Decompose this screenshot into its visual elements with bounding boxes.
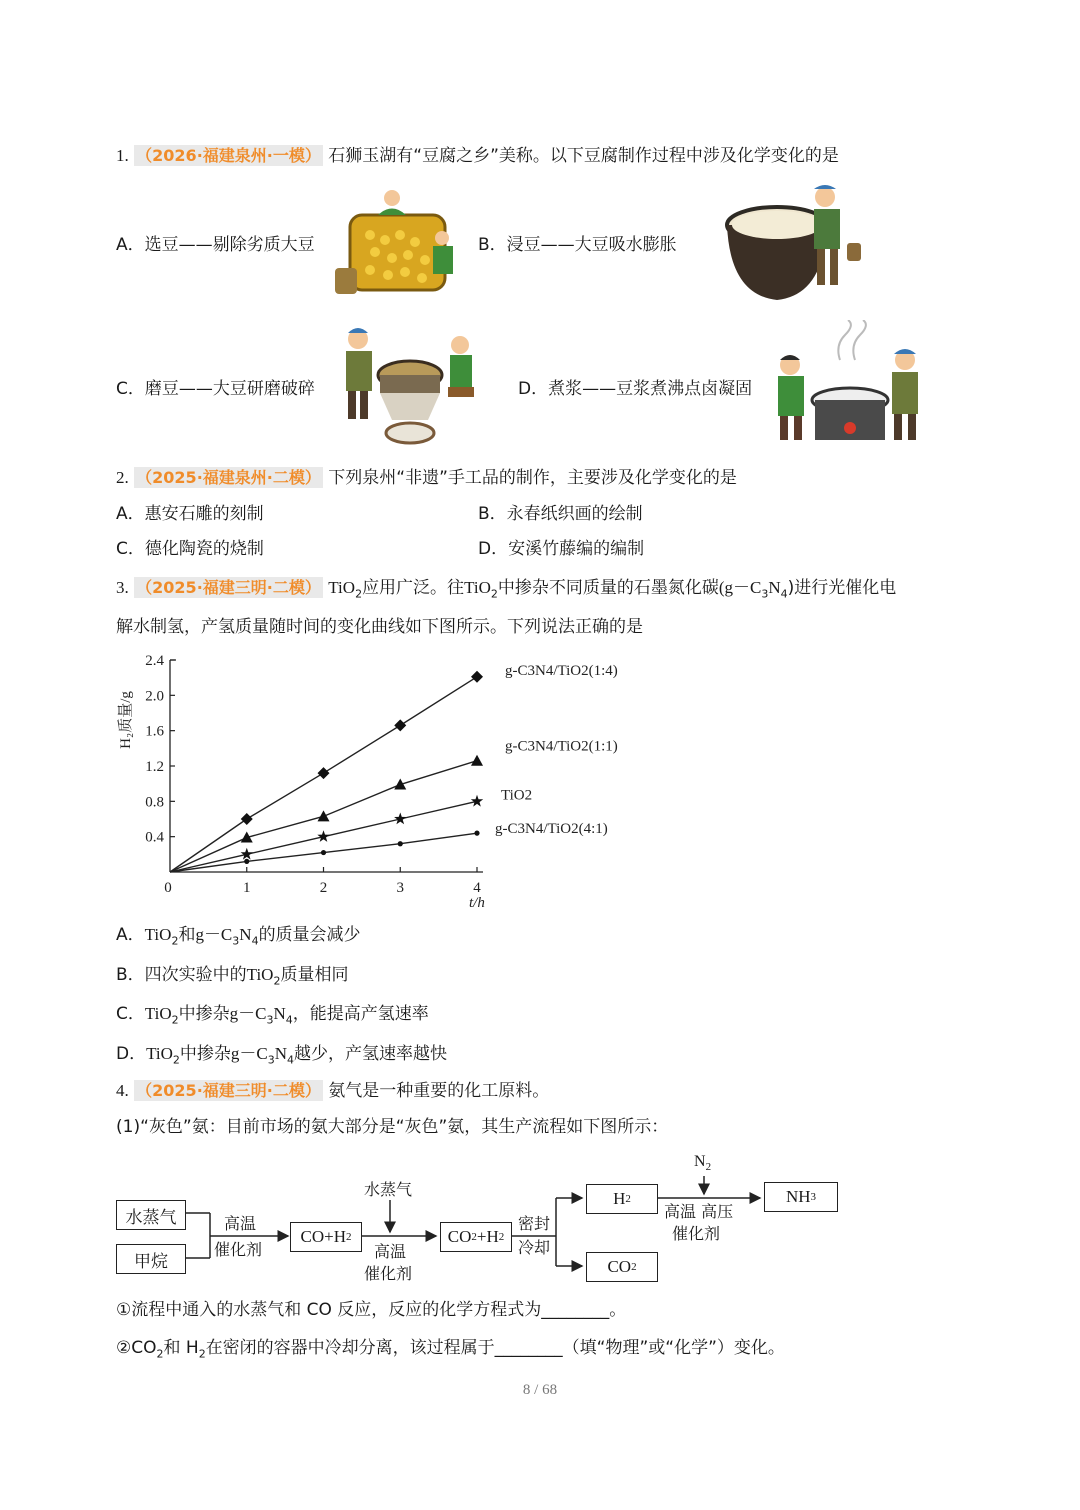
data-point-star [471,795,483,807]
formula: H [613,1189,626,1208]
subscript: 3 [267,1053,275,1067]
q2-option-b: B．永春纸织画的绘制 [478,504,643,524]
option-text: 中掺杂 [179,1044,231,1064]
y-tick-label: 0.8 [145,794,164,811]
q3-source-tag: （2025·福建三明·二模） [136,578,321,597]
cond3-catalyst: 催化剂 [672,1224,721,1243]
series-label: TiO2 [501,787,533,804]
data-point-diamond [241,813,253,825]
box-h2 [586,1184,658,1214]
series-label: g-C3N4/TiO2(1:4) [505,662,618,679]
data-point-triangle [394,779,406,790]
formula: g－C [195,925,233,944]
x-tick-label: 3 [396,880,404,896]
subscript: 2 [631,1261,637,1273]
q3-option-b [116,963,348,993]
option-text: 的质量会减少 [258,925,361,945]
cond2-high-temp: 高温 [374,1242,407,1261]
y-tick-label: 2.4 [145,653,164,669]
subscript: 2 [198,1347,206,1361]
ammonia-flow-diagram [110,1148,850,1288]
data-point-diamond [318,767,330,779]
formula: N [273,1004,286,1023]
formula: g－C [229,1004,267,1023]
formula: CO [447,1227,472,1246]
x-tick-label: 4 [473,880,481,896]
cond2-catalyst: 催化剂 [364,1264,413,1283]
q4-number: 4. [116,1081,129,1100]
box-water-vapor: 水蒸气 [116,1200,186,1230]
subscript: 2 [273,974,281,988]
q3-option-d [116,1042,447,1072]
q1-option-a: A．选豆——剔除劣质大豆 [116,235,315,255]
subscript: 2 [490,587,498,601]
option-prefix: C． [116,1004,145,1024]
q3-option-a [116,923,361,953]
subscript: 2 [498,1231,505,1243]
q1-stem-line [116,144,839,168]
subscript: 3 [266,1013,274,1027]
formula: NH [785,1187,811,1206]
q2-stem: 下列泉州“非遗”手工品的制作，主要涉及化学变化的是 [328,468,737,488]
illustration-soaking-beans [722,185,872,305]
subscript: 2 [345,1231,352,1243]
option-text: 质量相同 [280,965,349,985]
y-axis-label: H₂质量/g [118,691,134,749]
cond-cooling: 冷却 [518,1238,551,1257]
n2-input [694,1150,711,1179]
subscript: 3 [810,1191,817,1203]
q3-formula-tio2: TiO [328,578,356,597]
q3-stem-text: 中掺杂不同质量的石墨氮化碳 [497,578,719,598]
series-label: g-C3N4/TiO2(1:1) [505,738,618,755]
cond1-high-temp: 高温 [224,1214,257,1233]
subscript: 4 [287,1053,295,1067]
q2-option-c: C．德化陶瓷的烧制 [116,539,264,559]
formula: TiO [146,1044,173,1063]
y-tick-label: 1.6 [145,723,164,740]
formula: N [239,925,252,944]
series-label: g-C3N4/TiO2(4:1) [495,821,608,838]
q3-formula-gc3n4: N [768,578,781,597]
illustration-grinding-beans [340,325,485,450]
q3-stem-line-2: 解水制氢，产氢质量随时间的变化曲线如下图所示。下列说法正确的是 [116,617,643,637]
subscript: 2 [156,1347,164,1361]
option-prefix: D． [116,1044,147,1064]
subscript: 2 [705,1161,712,1174]
data-point-diamond [394,719,406,731]
flow-connectors [110,1148,850,1288]
x-tick-label: 0 [164,880,172,896]
cond1-catalyst: 催化剂 [214,1240,263,1259]
q4-blank2 [116,1336,785,1366]
formula: g－C [230,1044,268,1063]
x-axis-label: t/h [469,895,485,911]
blank2-text: ②CO [116,1338,157,1358]
q1-option-d: D．煮浆——豆浆煮沸点卤凝固 [518,379,753,399]
data-point-dot [244,859,249,864]
h2-mass-chart [110,648,650,918]
q3-number: 3. [116,578,129,597]
subscript: 2 [471,1231,477,1243]
cond3-temp-pressure: 高温 高压 [664,1202,734,1221]
y-tick-label: 1.2 [145,759,164,775]
q1-number: 1. [116,146,129,165]
subscript: 2 [355,587,363,601]
data-point-triangle [471,755,483,766]
box-co-h2 [290,1222,362,1252]
subscript: 4 [285,1013,293,1027]
data-point-star [317,830,329,842]
subscript: 3 [232,934,240,948]
blank2-text: 和 H [163,1338,199,1358]
subscript: 4 [780,587,788,601]
formula: +H [476,1227,499,1246]
page-number: 8 / 68 [522,1382,558,1398]
formula: CO [607,1257,632,1276]
q4-sub1: (1)“灰色”氨：目前市场的氨大部分是“灰色”氨，其生产流程如下图所示： [116,1117,669,1137]
subscript: 3 [761,587,769,601]
q2-source-tag: （2025·福建泉州·二模） [136,468,321,487]
subscript: 4 [251,934,259,948]
q4-stem: 氨气是一种重要的化工原料。 [328,1081,550,1101]
q4-source-tag: （2025·福建三明·二模） [136,1081,321,1100]
q4-blank1: ①流程中通入的水蒸气和 CO 反应，反应的化学方程式为________。 [116,1300,627,1320]
y-tick-label: 0.4 [145,829,164,846]
data-point-dot [474,831,479,836]
cond-sealed: 密封 [518,1214,551,1233]
formula: N [694,1153,706,1170]
subscript: 2 [171,1013,179,1027]
formula: TiO [144,1004,172,1023]
option-text: 中掺杂 [178,1004,230,1024]
subscript: 2 [171,934,179,948]
option-text: 和 [178,925,196,945]
box-co2 [586,1252,658,1282]
q2-option-d: D．安溪竹藤编的编制 [478,539,645,559]
illustration-selecting-beans [330,190,465,300]
formula: N [274,1044,288,1063]
illustration-boiling-soymilk [770,320,930,450]
data-point-diamond [471,671,483,683]
subscript: 2 [172,1053,180,1067]
formula: TiO [246,965,274,984]
q3-formula-tio2: TiO [464,578,491,597]
q3-stem-text: )进行光催化电 [787,578,897,598]
q2-option-a: A．惠安石雕的刻制 [116,504,264,524]
data-point-triangle [318,810,330,821]
data-point-dot [398,841,403,846]
box-co2-h2 [440,1222,512,1252]
option-prefix: B．四次实验中的 [116,965,247,985]
formula: TiO [144,925,172,944]
blank2-text: 在密闭的容器中冷却分离，该过程属于________（填“物理”或“化学”）变化。 [205,1338,785,1358]
q3-stem-text: 应用广泛。往 [362,578,465,598]
box-methane: 甲烷 [116,1244,186,1274]
option-text: 越少，产氢速率越快 [294,1044,448,1064]
x-tick-label: 2 [319,880,328,896]
q1-option-b: B．浸豆——大豆吸水膨胀 [478,235,677,255]
q1-option-c: C．磨豆——大豆研磨破碎 [116,379,315,399]
box-nh3 [764,1182,838,1212]
q2-number: 2. [116,468,129,487]
q3-formula-gc3n4: (g－C [718,578,762,597]
x-tick-label: 1 [243,880,251,896]
option-prefix: A． [116,925,145,945]
data-point-dot [321,850,326,855]
formula: CO+H [300,1227,346,1246]
q3-option-c [116,1002,429,1032]
q1-stem: 石狮玉湖有“豆腐之乡”美称。以下豆腐制作过程中涉及化学变化的是 [328,146,839,166]
q1-source-tag: （2026·福建泉州·一模） [136,146,321,165]
subscript: 2 [625,1193,631,1205]
option-text: ，能提高产氢速率 [292,1004,429,1024]
y-tick-label: 2.0 [145,688,164,705]
q3-stem-line [116,576,896,606]
q2-stem-line [116,466,737,490]
q4-stem-line [116,1079,549,1103]
water-vapor-input: 水蒸气 [364,1180,413,1199]
